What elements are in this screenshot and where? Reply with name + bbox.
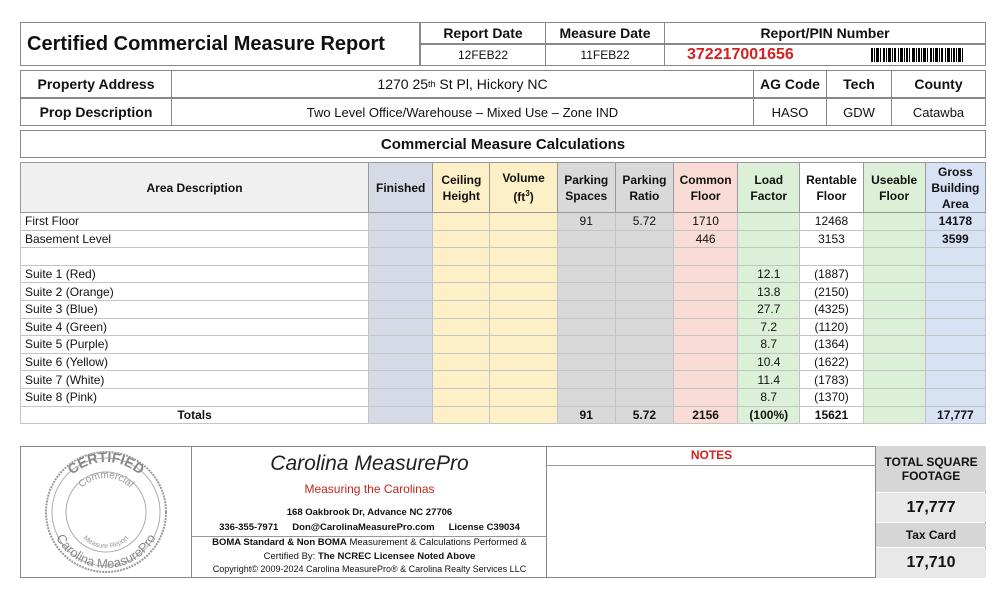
cell-rentable	[800, 248, 863, 266]
totals-ceiling	[433, 406, 490, 424]
cell-area: Suite 7 (White)	[21, 371, 369, 389]
cell-fin	[369, 318, 433, 336]
seal-box	[20, 446, 192, 578]
cell-fin	[369, 336, 433, 354]
cell-vol	[490, 353, 557, 371]
cell-area: Basement Level	[21, 230, 369, 248]
cell-use	[863, 318, 925, 336]
cell-area: Suite 8 (Pink)	[21, 388, 369, 406]
cell-gross	[925, 371, 985, 389]
col-rent-l1: Rentable	[806, 172, 857, 187]
cell-ceil	[433, 371, 490, 389]
cell-load: 12.1	[738, 265, 800, 283]
desc-label: Prop Description	[20, 98, 172, 126]
cell-parking_spaces	[557, 230, 615, 248]
totals-label: Totals	[21, 406, 369, 424]
address-rest: St Pl, Hickory NC	[435, 76, 548, 92]
cell-load: 8.7	[738, 388, 800, 406]
cell-parking_spaces	[557, 318, 615, 336]
col-load-l2: Factor	[750, 188, 788, 203]
cell-common	[673, 353, 737, 371]
cell-rentable: (4325)	[800, 300, 863, 318]
col-ceiling	[433, 163, 490, 213]
totals-row	[21, 406, 986, 424]
cell-use	[863, 248, 925, 266]
cell-rentable: 3153	[800, 230, 863, 248]
totals-load: (100%)	[738, 406, 800, 424]
cell-ceil	[433, 248, 490, 266]
cell-rentable: (1622)	[800, 353, 863, 371]
table-row	[21, 371, 986, 389]
measure-date-label: Measure Date	[545, 22, 665, 44]
company-box	[192, 446, 547, 578]
col-ps-l2: Spaces	[565, 188, 608, 203]
cell-fin	[369, 265, 433, 283]
cell-gross	[925, 300, 985, 318]
cell-common	[673, 265, 737, 283]
cell-parking_ratio	[615, 300, 673, 318]
col-load-l1: Load	[754, 172, 784, 187]
company-contact	[192, 522, 547, 533]
tech-value: GDW	[826, 98, 892, 126]
cell-load	[738, 230, 800, 248]
calc-title: Commercial Measure Calculations	[20, 130, 986, 158]
cell-parking_ratio	[615, 230, 673, 248]
cell-gross	[925, 248, 985, 266]
col-ps-l1: Parking	[564, 172, 609, 187]
cell-fin	[369, 371, 433, 389]
cell-load: 10.4	[738, 353, 800, 371]
tsf-value: 17,777	[876, 493, 986, 522]
cell-use	[863, 388, 925, 406]
company-license: License C39034	[448, 522, 520, 533]
cell-area: Suite 2 (Orange)	[21, 283, 369, 301]
table-row	[21, 265, 986, 283]
cell-parking_ratio	[615, 318, 673, 336]
cell-vol	[490, 265, 557, 283]
col-gross-l2: Building	[931, 180, 980, 195]
cell-ceil	[433, 336, 490, 354]
company-tagline: Measuring the Carolinas	[304, 482, 435, 496]
cell-load: 27.7	[738, 300, 800, 318]
cell-use	[863, 336, 925, 354]
cell-parking_ratio	[615, 336, 673, 354]
totals-gross: 17,777	[925, 406, 985, 424]
copyright-line: Copyright© 2009-2024 Carolina MeasurePro® & Carolina Realty Services LLC	[212, 564, 527, 574]
tech-label: Tech	[826, 70, 892, 98]
cell-use	[863, 265, 925, 283]
cell-area: Suite 4 (Green)	[21, 318, 369, 336]
notes-box	[547, 446, 876, 578]
cell-parking_ratio	[615, 371, 673, 389]
cell-fin	[369, 283, 433, 301]
cell-parking_ratio	[615, 248, 673, 266]
col-parking-ratio	[615, 163, 673, 213]
seal-mid-text: Commercial	[76, 469, 136, 491]
tsf-label-l2: FOOTAGE	[901, 469, 961, 483]
col-use-l1: Useable	[871, 172, 918, 187]
barcode-icon	[871, 48, 963, 62]
cell-vol	[490, 300, 557, 318]
header-grid	[420, 22, 986, 66]
totals-finished	[369, 406, 433, 424]
cell-vol	[490, 371, 557, 389]
cell-vol	[490, 336, 557, 354]
table-row	[21, 336, 986, 354]
company-address: 168 Oakbrook Dr, Advance NC 27706	[286, 507, 453, 518]
cell-gross: 3599	[925, 230, 985, 248]
cell-common	[673, 300, 737, 318]
cell-area: Suite 3 (Blue)	[21, 300, 369, 318]
totals-common: 2156	[673, 406, 737, 424]
county-value: Catawba	[891, 98, 986, 126]
cell-parking_spaces	[557, 248, 615, 266]
tax-card-value: 17,710	[876, 548, 986, 578]
cell-area: First Floor	[21, 213, 369, 231]
cell-gross: 14178	[925, 213, 985, 231]
cell-parking_ratio	[615, 353, 673, 371]
ag-code-label: AG Code	[753, 70, 827, 98]
cell-rentable: (1364)	[800, 336, 863, 354]
report-title: Certified Commercial Measure Report	[20, 22, 420, 66]
seal-top-text: CERTIFIED	[64, 448, 148, 478]
col-common	[673, 163, 737, 213]
table-row	[21, 353, 986, 371]
cell-use	[863, 283, 925, 301]
totals-parking-ratio: 5.72	[615, 406, 673, 424]
cell-parking_spaces	[557, 283, 615, 301]
cell-common	[673, 318, 737, 336]
cell-gross	[925, 353, 985, 371]
col-volume-l2: (ft	[513, 190, 526, 204]
seal-bottom-text: Carolina MeasurePro	[53, 531, 159, 572]
cell-use	[863, 230, 925, 248]
table-row	[21, 230, 986, 248]
svg-text:Commercial	[77, 470, 136, 490]
cell-fin	[369, 248, 433, 266]
cell-common: 446	[673, 230, 737, 248]
cell-parking_spaces	[557, 388, 615, 406]
table-row	[21, 318, 986, 336]
col-parking-spaces	[557, 163, 615, 213]
pin-label: Report/PIN Number	[664, 22, 986, 44]
cell-fin	[369, 353, 433, 371]
boma-line	[192, 537, 547, 548]
col-volume-l1: Volume	[502, 171, 545, 185]
cell-ceil	[433, 283, 490, 301]
calc-body	[21, 213, 986, 424]
cell-parking_spaces	[557, 353, 615, 371]
cell-fin	[369, 213, 433, 231]
cell-parking_ratio	[615, 388, 673, 406]
measure-date-value: 11FEB22	[545, 44, 665, 66]
cell-parking_spaces: 91	[557, 213, 615, 231]
calc-table	[20, 162, 986, 424]
cell-use	[863, 353, 925, 371]
cell-parking_spaces	[557, 300, 615, 318]
cell-ceil	[433, 230, 490, 248]
cell-common	[673, 371, 737, 389]
cell-area	[21, 248, 369, 266]
totals-volume	[490, 406, 557, 424]
cell-fin	[369, 300, 433, 318]
address-label: Property Address	[20, 70, 172, 98]
col-rent-l2: Floor	[816, 188, 847, 203]
seal-small-text: Measure Report	[81, 534, 131, 551]
cell-ceil	[433, 353, 490, 371]
cell-ceil	[433, 265, 490, 283]
address-value	[171, 70, 754, 98]
cell-parking_spaces	[557, 371, 615, 389]
col-load	[738, 163, 800, 213]
company-phone: 336-355-7971	[219, 522, 279, 533]
report-date-label: Report Date	[420, 22, 546, 44]
cell-common: 1710	[673, 213, 737, 231]
col-volume-l3: )	[529, 190, 534, 204]
cell-rentable: (1370)	[800, 388, 863, 406]
cell-load	[738, 213, 800, 231]
pin-row	[664, 44, 986, 66]
cell-vol	[490, 230, 557, 248]
col-rentable	[800, 163, 863, 213]
cell-parking_ratio	[615, 283, 673, 301]
cell-load: 8.7	[738, 336, 800, 354]
cell-rentable: (1120)	[800, 318, 863, 336]
cell-load: 7.2	[738, 318, 800, 336]
ag-code-value: HASO	[753, 98, 827, 126]
cell-ceil	[433, 300, 490, 318]
cell-vol	[490, 248, 557, 266]
cell-vol	[490, 388, 557, 406]
company-email: Don@CarolinaMeasurePro.com	[292, 522, 435, 533]
totals-parking-spaces: 91	[557, 406, 615, 424]
cell-rentable: (1783)	[800, 371, 863, 389]
cell-gross	[925, 318, 985, 336]
col-use-l2: Floor	[879, 188, 910, 203]
certified-line	[192, 551, 547, 562]
table-row	[21, 300, 986, 318]
col-pr-l2: Ratio	[629, 188, 660, 203]
tax-card-label: Tax Card	[876, 523, 986, 547]
boma-bold: BOMA Standard & Non BOMA	[212, 537, 347, 548]
totals-rentable: 15621	[800, 406, 863, 424]
cell-vol	[490, 283, 557, 301]
cell-area: Suite 1 (Red)	[21, 265, 369, 283]
cell-use	[863, 213, 925, 231]
cell-common	[673, 336, 737, 354]
col-area: Area Description	[21, 163, 369, 213]
cell-gross	[925, 265, 985, 283]
table-row	[21, 388, 986, 406]
cell-ceil	[433, 318, 490, 336]
col-ceiling-l2: Height	[442, 188, 481, 203]
cell-parking_spaces	[557, 265, 615, 283]
col-volume	[490, 163, 557, 213]
cell-vol	[490, 213, 557, 231]
certified-seal-icon	[20, 446, 192, 578]
cell-vol	[490, 318, 557, 336]
cell-parking_spaces	[557, 336, 615, 354]
cell-gross	[925, 336, 985, 354]
pin-value: 372217001656	[687, 46, 794, 63]
cell-fin	[369, 388, 433, 406]
col-finished: Finished	[369, 163, 433, 213]
total-box	[876, 446, 986, 578]
col-gross-l3: Area	[942, 196, 969, 211]
col-volume-sup: 3	[525, 189, 530, 198]
cell-load: 13.8	[738, 283, 800, 301]
cell-rentable: 12468	[800, 213, 863, 231]
cell-common	[673, 248, 737, 266]
cell-fin	[369, 230, 433, 248]
table-row	[21, 213, 986, 231]
col-useable	[863, 163, 925, 213]
col-ceiling-l1: Ceiling	[441, 172, 482, 187]
cell-gross	[925, 283, 985, 301]
certified-pre: Certified By:	[263, 551, 318, 562]
totals-useable	[863, 406, 925, 424]
col-com-l2: Floor	[690, 188, 721, 203]
cell-common	[673, 388, 737, 406]
address-number: 1270 25	[377, 76, 429, 92]
header-row	[21, 163, 986, 213]
certified-bold: The NCREC Licensee Noted Above	[317, 551, 476, 562]
tsf-label-l1: TOTAL SQUARE	[884, 455, 978, 469]
description-value: Two Level Office/Warehouse – Mixed Use – Zone IND	[171, 98, 754, 126]
table-row	[21, 248, 986, 266]
cell-use	[863, 300, 925, 318]
cell-use	[863, 371, 925, 389]
tsf-label	[876, 446, 986, 492]
col-gross	[925, 163, 985, 213]
cell-load: 11.4	[738, 371, 800, 389]
county-label: County	[891, 70, 986, 98]
boma-rest: Measurement & Calculations Performed &	[346, 537, 527, 548]
cell-common	[673, 283, 737, 301]
notes-label: NOTES	[690, 448, 733, 462]
cell-area: Suite 5 (Purple)	[21, 336, 369, 354]
company-name: Carolina MeasurePro	[270, 452, 469, 475]
cell-area: Suite 6 (Yellow)	[21, 353, 369, 371]
table-row	[21, 283, 986, 301]
cell-parking_ratio: 5.72	[615, 213, 673, 231]
col-pr-l1: Parking	[622, 172, 667, 187]
col-com-l1: Common	[679, 172, 732, 187]
svg-text:Carolina MeasurePro	[53, 531, 158, 571]
cell-rentable: (1887)	[800, 265, 863, 283]
cell-load	[738, 248, 800, 266]
address-sup: th	[428, 79, 436, 89]
cell-ceil	[433, 213, 490, 231]
cell-rentable: (2150)	[800, 283, 863, 301]
cell-parking_ratio	[615, 265, 673, 283]
report-date-value: 12FEB22	[420, 44, 546, 66]
cell-gross	[925, 388, 985, 406]
cell-ceil	[433, 388, 490, 406]
col-gross-l1: Gross	[938, 164, 973, 179]
